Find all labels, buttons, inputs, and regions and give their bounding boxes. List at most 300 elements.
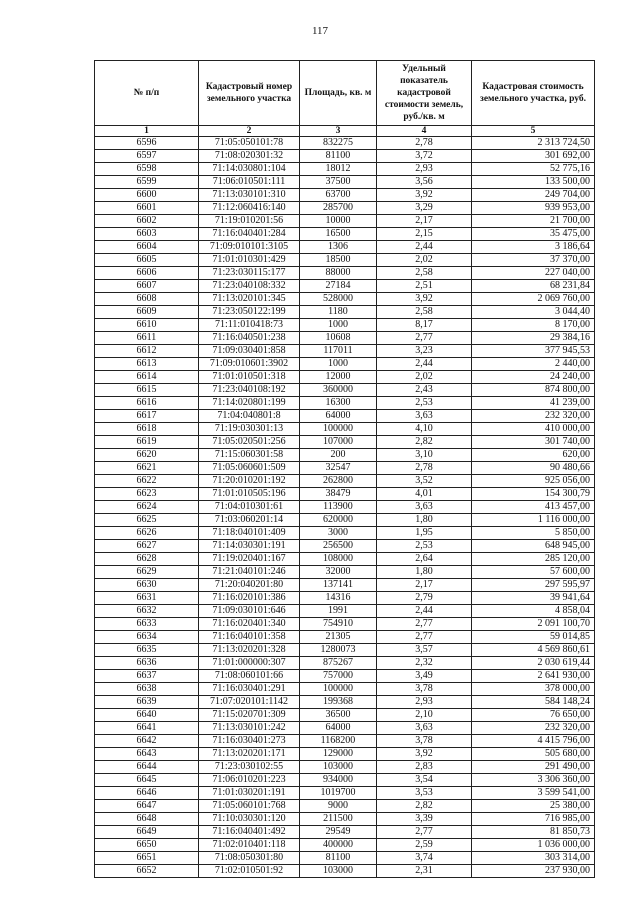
table-row bbox=[95, 267, 595, 280]
cell-area: 1168200 bbox=[300, 735, 377, 748]
table-row bbox=[95, 540, 595, 553]
table-row bbox=[95, 618, 595, 631]
cell-specific-value: 2,93 bbox=[377, 696, 472, 709]
cell-cadastral-number: 71:18:040101:409 bbox=[199, 527, 300, 540]
cell-cadastral-value: 237 930,00 bbox=[472, 865, 595, 878]
header-row-number: № п/п bbox=[95, 61, 199, 126]
cell-specific-value: 2,77 bbox=[377, 618, 472, 631]
cell-row-number: 6648 bbox=[95, 813, 199, 826]
cell-cadastral-value: 154 300,79 bbox=[472, 488, 595, 501]
header-specific-value: Удельный показатель кадастровой стоимости земель, руб./кв. м bbox=[377, 61, 472, 126]
cell-specific-value: 3,92 bbox=[377, 748, 472, 761]
cell-specific-value: 2,82 bbox=[377, 436, 472, 449]
cell-cadastral-number: 71:16:020101:386 bbox=[199, 592, 300, 605]
cell-row-number: 6635 bbox=[95, 644, 199, 657]
cell-cadastral-value: 57 600,00 bbox=[472, 566, 595, 579]
cell-row-number: 6645 bbox=[95, 774, 199, 787]
cell-row-number: 6614 bbox=[95, 371, 199, 384]
column-number: 3 bbox=[300, 126, 377, 137]
cell-row-number: 6640 bbox=[95, 709, 199, 722]
table-row bbox=[95, 176, 595, 189]
cell-cadastral-number: 71:15:020701:309 bbox=[199, 709, 300, 722]
cell-specific-value: 1,80 bbox=[377, 514, 472, 527]
cell-row-number: 6631 bbox=[95, 592, 199, 605]
cell-specific-value: 2,53 bbox=[377, 540, 472, 553]
cell-area: 199368 bbox=[300, 696, 377, 709]
cell-cadastral-number: 71:16:040401:284 bbox=[199, 228, 300, 241]
cell-specific-value: 3,72 bbox=[377, 150, 472, 163]
cell-cadastral-value: 232 320,00 bbox=[472, 722, 595, 735]
cell-cadastral-value: 2 030 619,44 bbox=[472, 657, 595, 670]
cell-cadastral-value: 413 457,00 bbox=[472, 501, 595, 514]
cell-row-number: 6628 bbox=[95, 553, 199, 566]
table-row bbox=[95, 813, 595, 826]
cell-cadastral-number: 71:05:020501:256 bbox=[199, 436, 300, 449]
cell-row-number: 6622 bbox=[95, 475, 199, 488]
cell-area: 3000 bbox=[300, 527, 377, 540]
cell-row-number: 6634 bbox=[95, 631, 199, 644]
cell-specific-value: 3,56 bbox=[377, 176, 472, 189]
cell-area: 200 bbox=[300, 449, 377, 462]
cell-cadastral-number: 71:10:030301:120 bbox=[199, 813, 300, 826]
cell-cadastral-number: 71:13:030101:310 bbox=[199, 189, 300, 202]
cell-cadastral-number: 71:09:010601:3902 bbox=[199, 358, 300, 371]
cell-cadastral-value: 3 044,40 bbox=[472, 306, 595, 319]
cell-row-number: 6602 bbox=[95, 215, 199, 228]
cell-cadastral-number: 71:02:010501:92 bbox=[199, 865, 300, 878]
cell-cadastral-value: 76 650,00 bbox=[472, 709, 595, 722]
cell-area: 1019700 bbox=[300, 787, 377, 800]
cell-specific-value: 2,58 bbox=[377, 267, 472, 280]
cell-row-number: 6599 bbox=[95, 176, 199, 189]
column-number: 4 bbox=[377, 126, 472, 137]
cell-row-number: 6596 bbox=[95, 137, 199, 150]
cell-cadastral-number: 71:09:010101:3105 bbox=[199, 241, 300, 254]
cell-cadastral-number: 71:19:030301:13 bbox=[199, 423, 300, 436]
column-number: 2 bbox=[199, 126, 300, 137]
cell-row-number: 6639 bbox=[95, 696, 199, 709]
cell-area: 117011 bbox=[300, 345, 377, 358]
cell-area: 1000 bbox=[300, 319, 377, 332]
cell-cadastral-number: 71:08:050301:80 bbox=[199, 852, 300, 865]
cell-area: 21305 bbox=[300, 631, 377, 644]
cell-cadastral-value: 227 040,00 bbox=[472, 267, 595, 280]
table-row bbox=[95, 189, 595, 202]
cell-cadastral-value: 410 000,00 bbox=[472, 423, 595, 436]
cell-area: 10608 bbox=[300, 332, 377, 345]
cell-cadastral-number: 71:12:060416:140 bbox=[199, 202, 300, 215]
cell-cadastral-number: 71:14:030301:191 bbox=[199, 540, 300, 553]
cell-specific-value: 2,15 bbox=[377, 228, 472, 241]
cell-cadastral-number: 71:09:030401:858 bbox=[199, 345, 300, 358]
cell-specific-value: 3,74 bbox=[377, 852, 472, 865]
cell-cadastral-value: 584 148,24 bbox=[472, 696, 595, 709]
cell-cadastral-value: 133 500,00 bbox=[472, 176, 595, 189]
cell-cadastral-value: 505 680,00 bbox=[472, 748, 595, 761]
table-row bbox=[95, 631, 595, 644]
cell-area: 1180 bbox=[300, 306, 377, 319]
table-row bbox=[95, 410, 595, 423]
cell-area: 32000 bbox=[300, 566, 377, 579]
cell-cadastral-number: 71:16:030401:291 bbox=[199, 683, 300, 696]
table-row bbox=[95, 683, 595, 696]
table-row bbox=[95, 423, 595, 436]
cell-row-number: 6630 bbox=[95, 579, 199, 592]
cell-cadastral-number: 71:13:030101:242 bbox=[199, 722, 300, 735]
cell-cadastral-number: 71:06:010501:111 bbox=[199, 176, 300, 189]
table-row bbox=[95, 696, 595, 709]
table-row bbox=[95, 605, 595, 618]
cell-cadastral-value: 39 941,64 bbox=[472, 592, 595, 605]
table-row bbox=[95, 774, 595, 787]
cell-row-number: 6607 bbox=[95, 280, 199, 293]
cell-cadastral-number: 71:20:010201:192 bbox=[199, 475, 300, 488]
cell-row-number: 6642 bbox=[95, 735, 199, 748]
cell-cadastral-number: 71:11:010418:73 bbox=[199, 319, 300, 332]
cell-specific-value: 2,17 bbox=[377, 215, 472, 228]
cell-row-number: 6637 bbox=[95, 670, 199, 683]
cell-specific-value: 2,32 bbox=[377, 657, 472, 670]
cell-cadastral-number: 71:19:020401:167 bbox=[199, 553, 300, 566]
cell-cadastral-number: 71:03:060201:14 bbox=[199, 514, 300, 527]
column-number: 1 bbox=[95, 126, 199, 137]
cell-row-number: 6633 bbox=[95, 618, 199, 631]
cell-area: 37500 bbox=[300, 176, 377, 189]
cell-row-number: 6647 bbox=[95, 800, 199, 813]
cell-area: 113900 bbox=[300, 501, 377, 514]
cell-specific-value: 3,39 bbox=[377, 813, 472, 826]
cell-area: 1306 bbox=[300, 241, 377, 254]
cell-area: 1000 bbox=[300, 358, 377, 371]
cell-area: 27184 bbox=[300, 280, 377, 293]
cell-row-number: 6609 bbox=[95, 306, 199, 319]
table-row bbox=[95, 787, 595, 800]
cell-cadastral-value: 2 313 724,50 bbox=[472, 137, 595, 150]
cell-area: 10000 bbox=[300, 215, 377, 228]
cell-area: 103000 bbox=[300, 761, 377, 774]
cell-cadastral-value: 874 800,00 bbox=[472, 384, 595, 397]
header-area: Площадь, кв. м bbox=[300, 61, 377, 126]
cell-row-number: 6612 bbox=[95, 345, 199, 358]
cell-area: 400000 bbox=[300, 839, 377, 852]
cell-row-number: 6610 bbox=[95, 319, 199, 332]
table-row bbox=[95, 826, 595, 839]
cell-area: 137141 bbox=[300, 579, 377, 592]
cell-specific-value: 2,58 bbox=[377, 306, 472, 319]
cell-specific-value: 2,51 bbox=[377, 280, 472, 293]
cell-area: 36500 bbox=[300, 709, 377, 722]
cell-row-number: 6615 bbox=[95, 384, 199, 397]
cell-cadastral-value: 3 599 541,00 bbox=[472, 787, 595, 800]
cell-cadastral-number: 71:21:040101:246 bbox=[199, 566, 300, 579]
cell-cadastral-value: 301 692,00 bbox=[472, 150, 595, 163]
cell-specific-value: 2,93 bbox=[377, 163, 472, 176]
cell-cadastral-number: 71:07:020101:1142 bbox=[199, 696, 300, 709]
cell-row-number: 6650 bbox=[95, 839, 199, 852]
cell-specific-value: 3,57 bbox=[377, 644, 472, 657]
cell-specific-value: 1,80 bbox=[377, 566, 472, 579]
cell-cadastral-value: 81 850,73 bbox=[472, 826, 595, 839]
table-row bbox=[95, 397, 595, 410]
table-row bbox=[95, 436, 595, 449]
table-row bbox=[95, 137, 595, 150]
cell-cadastral-value: 4 415 796,00 bbox=[472, 735, 595, 748]
cell-cadastral-value: 2 440,00 bbox=[472, 358, 595, 371]
table-row bbox=[95, 215, 595, 228]
cell-specific-value: 2,64 bbox=[377, 553, 472, 566]
cell-row-number: 6623 bbox=[95, 488, 199, 501]
cell-row-number: 6632 bbox=[95, 605, 199, 618]
table-row bbox=[95, 709, 595, 722]
cell-area: 38479 bbox=[300, 488, 377, 501]
cell-cadastral-value: 52 775,16 bbox=[472, 163, 595, 176]
cadastral-value-table bbox=[94, 60, 595, 878]
cell-specific-value: 3,54 bbox=[377, 774, 472, 787]
cell-cadastral-value: 4 858,04 bbox=[472, 605, 595, 618]
cell-area: 285700 bbox=[300, 202, 377, 215]
cell-specific-value: 2,02 bbox=[377, 371, 472, 384]
cell-specific-value: 2,78 bbox=[377, 462, 472, 475]
cell-cadastral-value: 29 384,16 bbox=[472, 332, 595, 345]
cell-area: 16300 bbox=[300, 397, 377, 410]
table-row bbox=[95, 371, 595, 384]
cell-cadastral-value: 939 953,00 bbox=[472, 202, 595, 215]
cell-specific-value: 2,59 bbox=[377, 839, 472, 852]
cell-specific-value: 3,29 bbox=[377, 202, 472, 215]
cell-cadastral-value: 41 239,00 bbox=[472, 397, 595, 410]
cell-area: 1991 bbox=[300, 605, 377, 618]
table-row bbox=[95, 657, 595, 670]
cell-area: 103000 bbox=[300, 865, 377, 878]
cell-area: 100000 bbox=[300, 683, 377, 696]
cell-area: 29549 bbox=[300, 826, 377, 839]
cell-row-number: 6608 bbox=[95, 293, 199, 306]
table-body bbox=[95, 137, 595, 878]
cell-area: 754910 bbox=[300, 618, 377, 631]
table-row bbox=[95, 306, 595, 319]
cell-row-number: 6643 bbox=[95, 748, 199, 761]
table-row bbox=[95, 475, 595, 488]
cell-cadastral-number: 71:04:010301:61 bbox=[199, 501, 300, 514]
cell-cadastral-value: 377 945,53 bbox=[472, 345, 595, 358]
cell-specific-value: 2,77 bbox=[377, 631, 472, 644]
cell-area: 18012 bbox=[300, 163, 377, 176]
cell-area: 88000 bbox=[300, 267, 377, 280]
cell-area: 32547 bbox=[300, 462, 377, 475]
cell-cadastral-value: 291 490,00 bbox=[472, 761, 595, 774]
table-row bbox=[95, 358, 595, 371]
cell-area: 64000 bbox=[300, 722, 377, 735]
cell-cadastral-value: 3 306 360,00 bbox=[472, 774, 595, 787]
cell-row-number: 6641 bbox=[95, 722, 199, 735]
header-cadastral-number: Кадастровый номер земельного участка bbox=[199, 61, 300, 126]
cell-specific-value: 2,77 bbox=[377, 826, 472, 839]
cell-area: 528000 bbox=[300, 293, 377, 306]
cell-cadastral-value: 925 056,00 bbox=[472, 475, 595, 488]
table-row bbox=[95, 293, 595, 306]
cell-area: 262800 bbox=[300, 475, 377, 488]
cell-row-number: 6601 bbox=[95, 202, 199, 215]
cell-row-number: 6617 bbox=[95, 410, 199, 423]
table-row bbox=[95, 150, 595, 163]
cell-area: 757000 bbox=[300, 670, 377, 683]
cell-row-number: 6600 bbox=[95, 189, 199, 202]
cell-cadastral-value: 716 985,00 bbox=[472, 813, 595, 826]
cell-cadastral-value: 285 120,00 bbox=[472, 553, 595, 566]
cell-specific-value: 2,83 bbox=[377, 761, 472, 774]
table-row bbox=[95, 644, 595, 657]
cell-cadastral-number: 71:14:020801:199 bbox=[199, 397, 300, 410]
cell-area: 875267 bbox=[300, 657, 377, 670]
cell-specific-value: 3,92 bbox=[377, 293, 472, 306]
cell-cadastral-number: 71:01:030201:191 bbox=[199, 787, 300, 800]
table-row bbox=[95, 241, 595, 254]
table-row bbox=[95, 670, 595, 683]
cell-cadastral-number: 71:13:020101:345 bbox=[199, 293, 300, 306]
cell-specific-value: 3,10 bbox=[377, 449, 472, 462]
cell-cadastral-number: 71:05:050101:78 bbox=[199, 137, 300, 150]
table-row bbox=[95, 488, 595, 501]
cell-cadastral-number: 71:01:010301:429 bbox=[199, 254, 300, 267]
cell-row-number: 6624 bbox=[95, 501, 199, 514]
cell-cadastral-value: 378 000,00 bbox=[472, 683, 595, 696]
cell-cadastral-number: 71:13:020201:171 bbox=[199, 748, 300, 761]
cell-row-number: 6603 bbox=[95, 228, 199, 241]
cell-cadastral-value: 249 704,00 bbox=[472, 189, 595, 202]
cell-specific-value: 3,53 bbox=[377, 787, 472, 800]
cell-cadastral-value: 303 314,00 bbox=[472, 852, 595, 865]
cell-cadastral-number: 71:16:040401:492 bbox=[199, 826, 300, 839]
cell-cadastral-value: 59 014,85 bbox=[472, 631, 595, 644]
cell-row-number: 6638 bbox=[95, 683, 199, 696]
cell-cadastral-value: 24 240,00 bbox=[472, 371, 595, 384]
column-number-row bbox=[95, 126, 595, 137]
cell-cadastral-value: 2 069 760,00 bbox=[472, 293, 595, 306]
table-row bbox=[95, 566, 595, 579]
table-row bbox=[95, 592, 595, 605]
cell-row-number: 6611 bbox=[95, 332, 199, 345]
cell-row-number: 6613 bbox=[95, 358, 199, 371]
cell-cadastral-number: 71:01:010501:318 bbox=[199, 371, 300, 384]
cell-row-number: 6629 bbox=[95, 566, 199, 579]
cell-cadastral-number: 71:16:040101:358 bbox=[199, 631, 300, 644]
table-row bbox=[95, 722, 595, 735]
cell-row-number: 6618 bbox=[95, 423, 199, 436]
table-row bbox=[95, 501, 595, 514]
cell-area: 16500 bbox=[300, 228, 377, 241]
cell-area: 14316 bbox=[300, 592, 377, 605]
cell-cadastral-value: 37 370,00 bbox=[472, 254, 595, 267]
cell-area: 18500 bbox=[300, 254, 377, 267]
cell-cadastral-number: 71:04:040801:8 bbox=[199, 410, 300, 423]
cell-cadastral-value: 620,00 bbox=[472, 449, 595, 462]
cell-specific-value: 2,44 bbox=[377, 605, 472, 618]
table-row bbox=[95, 553, 595, 566]
cell-area: 832275 bbox=[300, 137, 377, 150]
table-row bbox=[95, 280, 595, 293]
cell-cadastral-value: 1 036 000,00 bbox=[472, 839, 595, 852]
cell-row-number: 6616 bbox=[95, 397, 199, 410]
cell-row-number: 6627 bbox=[95, 540, 199, 553]
cell-specific-value: 3,63 bbox=[377, 410, 472, 423]
table-row bbox=[95, 319, 595, 332]
table-row bbox=[95, 345, 595, 358]
table-row bbox=[95, 839, 595, 852]
cell-specific-value: 4,01 bbox=[377, 488, 472, 501]
cell-cadastral-value: 297 595,97 bbox=[472, 579, 595, 592]
cell-cadastral-number: 71:01:000000:307 bbox=[199, 657, 300, 670]
cell-specific-value: 1,95 bbox=[377, 527, 472, 540]
cell-area: 620000 bbox=[300, 514, 377, 527]
cell-specific-value: 4,10 bbox=[377, 423, 472, 436]
cell-area: 9000 bbox=[300, 800, 377, 813]
cell-cadastral-number: 71:16:040501:238 bbox=[199, 332, 300, 345]
cell-area: 934000 bbox=[300, 774, 377, 787]
cell-cadastral-number: 71:23:040108:332 bbox=[199, 280, 300, 293]
cell-area: 81100 bbox=[300, 150, 377, 163]
table-row bbox=[95, 202, 595, 215]
cell-cadastral-value: 4 569 860,61 bbox=[472, 644, 595, 657]
table-row bbox=[95, 514, 595, 527]
cell-specific-value: 2,82 bbox=[377, 800, 472, 813]
cell-specific-value: 2,53 bbox=[377, 397, 472, 410]
cell-cadastral-number: 71:06:010201:223 bbox=[199, 774, 300, 787]
table-row bbox=[95, 865, 595, 878]
table-row bbox=[95, 579, 595, 592]
cell-row-number: 6646 bbox=[95, 787, 199, 800]
cell-specific-value: 3,52 bbox=[377, 475, 472, 488]
cell-cadastral-number: 71:13:020201:328 bbox=[199, 644, 300, 657]
cell-area: 12000 bbox=[300, 371, 377, 384]
cell-specific-value: 2,02 bbox=[377, 254, 472, 267]
header-row bbox=[95, 61, 595, 126]
header-cadastral-value: Кадастровая стоимость земельного участка, руб. bbox=[472, 61, 595, 126]
cell-area: 108000 bbox=[300, 553, 377, 566]
cell-cadastral-value: 232 320,00 bbox=[472, 410, 595, 423]
table-row bbox=[95, 735, 595, 748]
cell-area: 129000 bbox=[300, 748, 377, 761]
cell-specific-value: 8,17 bbox=[377, 319, 472, 332]
cell-area: 360000 bbox=[300, 384, 377, 397]
cell-specific-value: 3,92 bbox=[377, 189, 472, 202]
cell-specific-value: 3,78 bbox=[377, 683, 472, 696]
cell-cadastral-number: 71:19:010201:56 bbox=[199, 215, 300, 228]
cell-row-number: 6649 bbox=[95, 826, 199, 839]
cell-cadastral-value: 25 380,00 bbox=[472, 800, 595, 813]
table-row bbox=[95, 761, 595, 774]
cell-cadastral-value: 1 116 000,00 bbox=[472, 514, 595, 527]
cell-specific-value: 2,77 bbox=[377, 332, 472, 345]
cell-specific-value: 3,63 bbox=[377, 722, 472, 735]
cell-row-number: 6625 bbox=[95, 514, 199, 527]
cell-cadastral-value: 8 170,00 bbox=[472, 319, 595, 332]
page-number: 117 bbox=[311, 25, 329, 37]
cell-cadastral-number: 71:20:040201:80 bbox=[199, 579, 300, 592]
cell-specific-value: 2,31 bbox=[377, 865, 472, 878]
cell-area: 211500 bbox=[300, 813, 377, 826]
cell-cadastral-number: 71:08:020301:32 bbox=[199, 150, 300, 163]
table-row bbox=[95, 163, 595, 176]
table-row bbox=[95, 449, 595, 462]
table-row bbox=[95, 228, 595, 241]
cell-cadastral-number: 71:23:050122:199 bbox=[199, 306, 300, 319]
cell-cadastral-value: 301 740,00 bbox=[472, 436, 595, 449]
cell-cadastral-value: 648 945,00 bbox=[472, 540, 595, 553]
cell-area: 256500 bbox=[300, 540, 377, 553]
table-row bbox=[95, 462, 595, 475]
cell-cadastral-number: 71:05:060101:768 bbox=[199, 800, 300, 813]
cell-row-number: 6626 bbox=[95, 527, 199, 540]
